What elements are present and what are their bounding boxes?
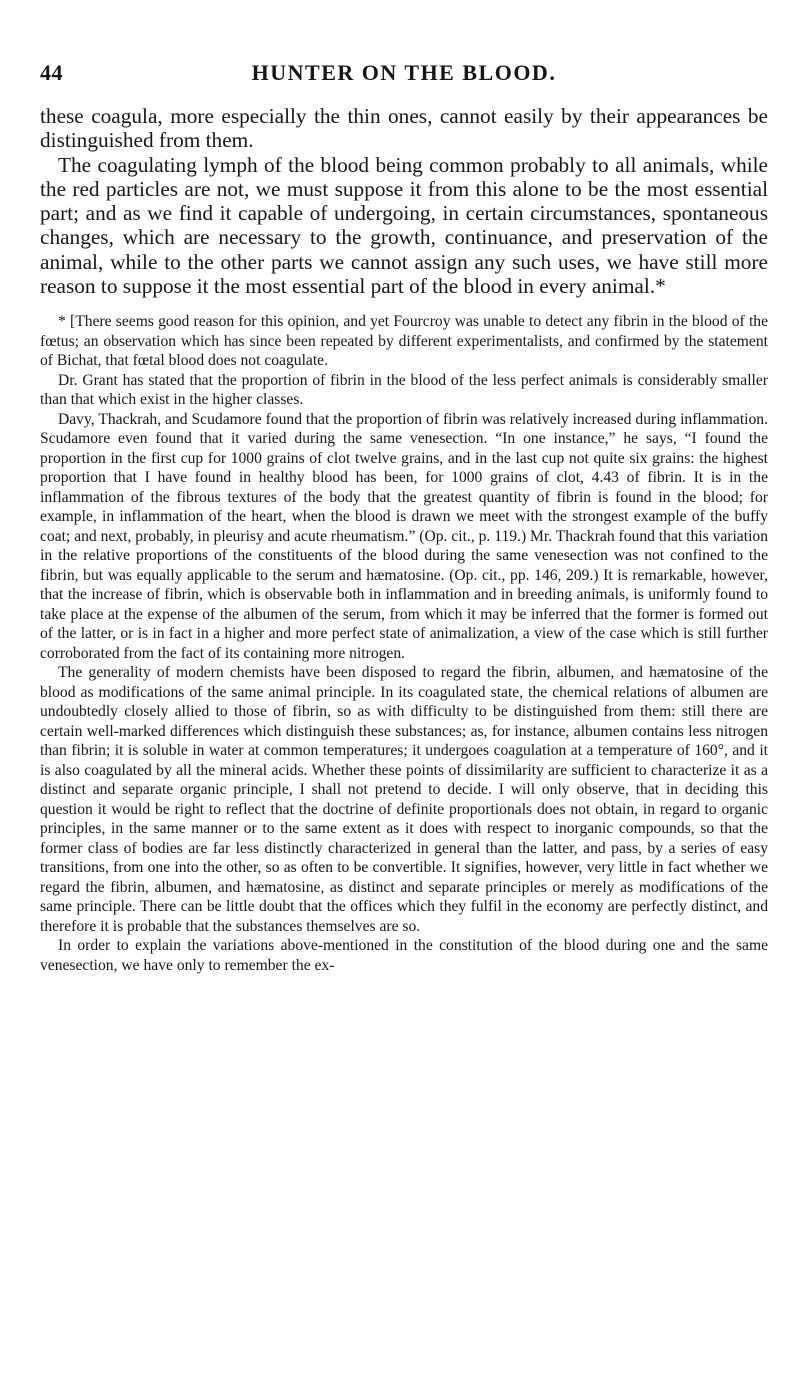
main-text xyxy=(40,104,768,298)
footnote-paragraph: The generality of modern chemists have been disposed to regard the fibrin, albumen, and hæmatosine of the blood as modifications of the same animal principle. In its coagulated state, the chemical relations of albumen are undoubtedly closely allied to those of fibrin, so as with difficulty to be distinguished from them: still there are certain well-marked differences which distinguish these substances; as, for instance, albumen contains less nitrogen than fibrin; it is soluble in water at common temperatures; it undergoes coagulation at a temperature of 160°, and it is also coagulated by all the mineral acids. Whether these points of dissimilarity are sufficient to characterize it as a distinct and separate organic principle, I shall not pretend to decide. I will only observe, that in deciding this question it would be right to reflect that the doctrine of definite proportionals does not obtain, in regard to organic principles, in the same manner or to the same extent as it does with respect to inorganic compounds, so that the former class of bodies are far less distinctly characterized in general than the latter, and pass, by a series of easy transitions, from one into the other, so as often to be convertible. It signifies, however, very little in fact whether we regard the fibrin, albumen, and hæmatosine, as distinct and separate principles or merely as modifications of the same principle. There can be little doubt that the offices which they fulfil in the economy are perfectly distinct, and therefore it is probable that the substances themselves are so. xyxy=(40,664,768,935)
footnote-paragraph: In order to explain the variations above-mentioned in the constitution of the blood during one and the same venesection, we have only to remember the ex- xyxy=(40,937,768,974)
running-title: HUNTER ON THE BLOOD. xyxy=(251,60,557,85)
main-paragraph: The coagulating lymph of the blood being common probably to all animals, while the red particles are not, we must suppose it from this alone to be the most essential part; and as we find it capable of undergoing, in certain circumstances, spontaneous changes, which are necessary to the growth, continuance, and preservation of the animal, while to the other parts we cannot assign any such uses, we have still more reason to suppose it the most essential part of the blood in every animal.* xyxy=(40,152,768,299)
footnote-paragraph: Dr. Grant has stated that the proportion of fibrin in the blood of the less perfect animals is considerably smaller than that which exist in the higher classes. xyxy=(40,371,768,409)
footnote-block xyxy=(40,312,768,975)
book-page xyxy=(40,48,768,1358)
page-header xyxy=(40,48,768,84)
main-paragraph: these coagula, more especially the thin ones, cannot easily by their appearances be distinguished from them. xyxy=(40,104,768,153)
footnote-paragraph: Davy, Thackrah, and Scudamore found that the proportion of fibrin was relatively increased during inflammation. Scudamore even found that it varied during the same venesection. “In one instance,” he says, “I found the proportion in the first cup for 1000 grains of clot twelve grains, and in the last cup not quite six grains: the highest proportion that I have found in healthy blood has been, for 1000 grains of clot, 4.43 of fibrin. It is in the inflammation of the fibrous textures of the body that the greatest quantity of fibrin is found in the blood; for example, in inflammation of the heart, when the blood is drawn we meet with the strongest example of the buffy coat; and next, probably, in pleurisy and acute rheumatism.” (Op. cit., p. 119.) Mr. Thackrah found that this variation in the relative proportions of the constituents of the blood during the same venesection was not confined to the fibrin, but was equally applicable to the serum and hæmatosine. (Op. cit., pp. 146, 209.) It is remarkable, however, that the increase of fibrin, which is observable both in inflammation and in breeding animals, is uniformly found to take place at the expense of the albumen of the serum, from which it may be inferred that the former is formed out of the latter, or is in fact in a higher and more perfect state of animalization, a view of the case which is still further corroborated from the fact of its containing more nitrogen. xyxy=(40,410,768,662)
page-number: 44 xyxy=(40,60,63,85)
footnote-paragraph: * [There seems good reason for this opinion, and yet Fourcroy was unable to detect any fibrin in the blood of the fœtus; an observation which has since been repeated by different experimentalists, and confirmed by the statement of Bichat, that fœtal blood does not coagulate. xyxy=(40,313,768,370)
